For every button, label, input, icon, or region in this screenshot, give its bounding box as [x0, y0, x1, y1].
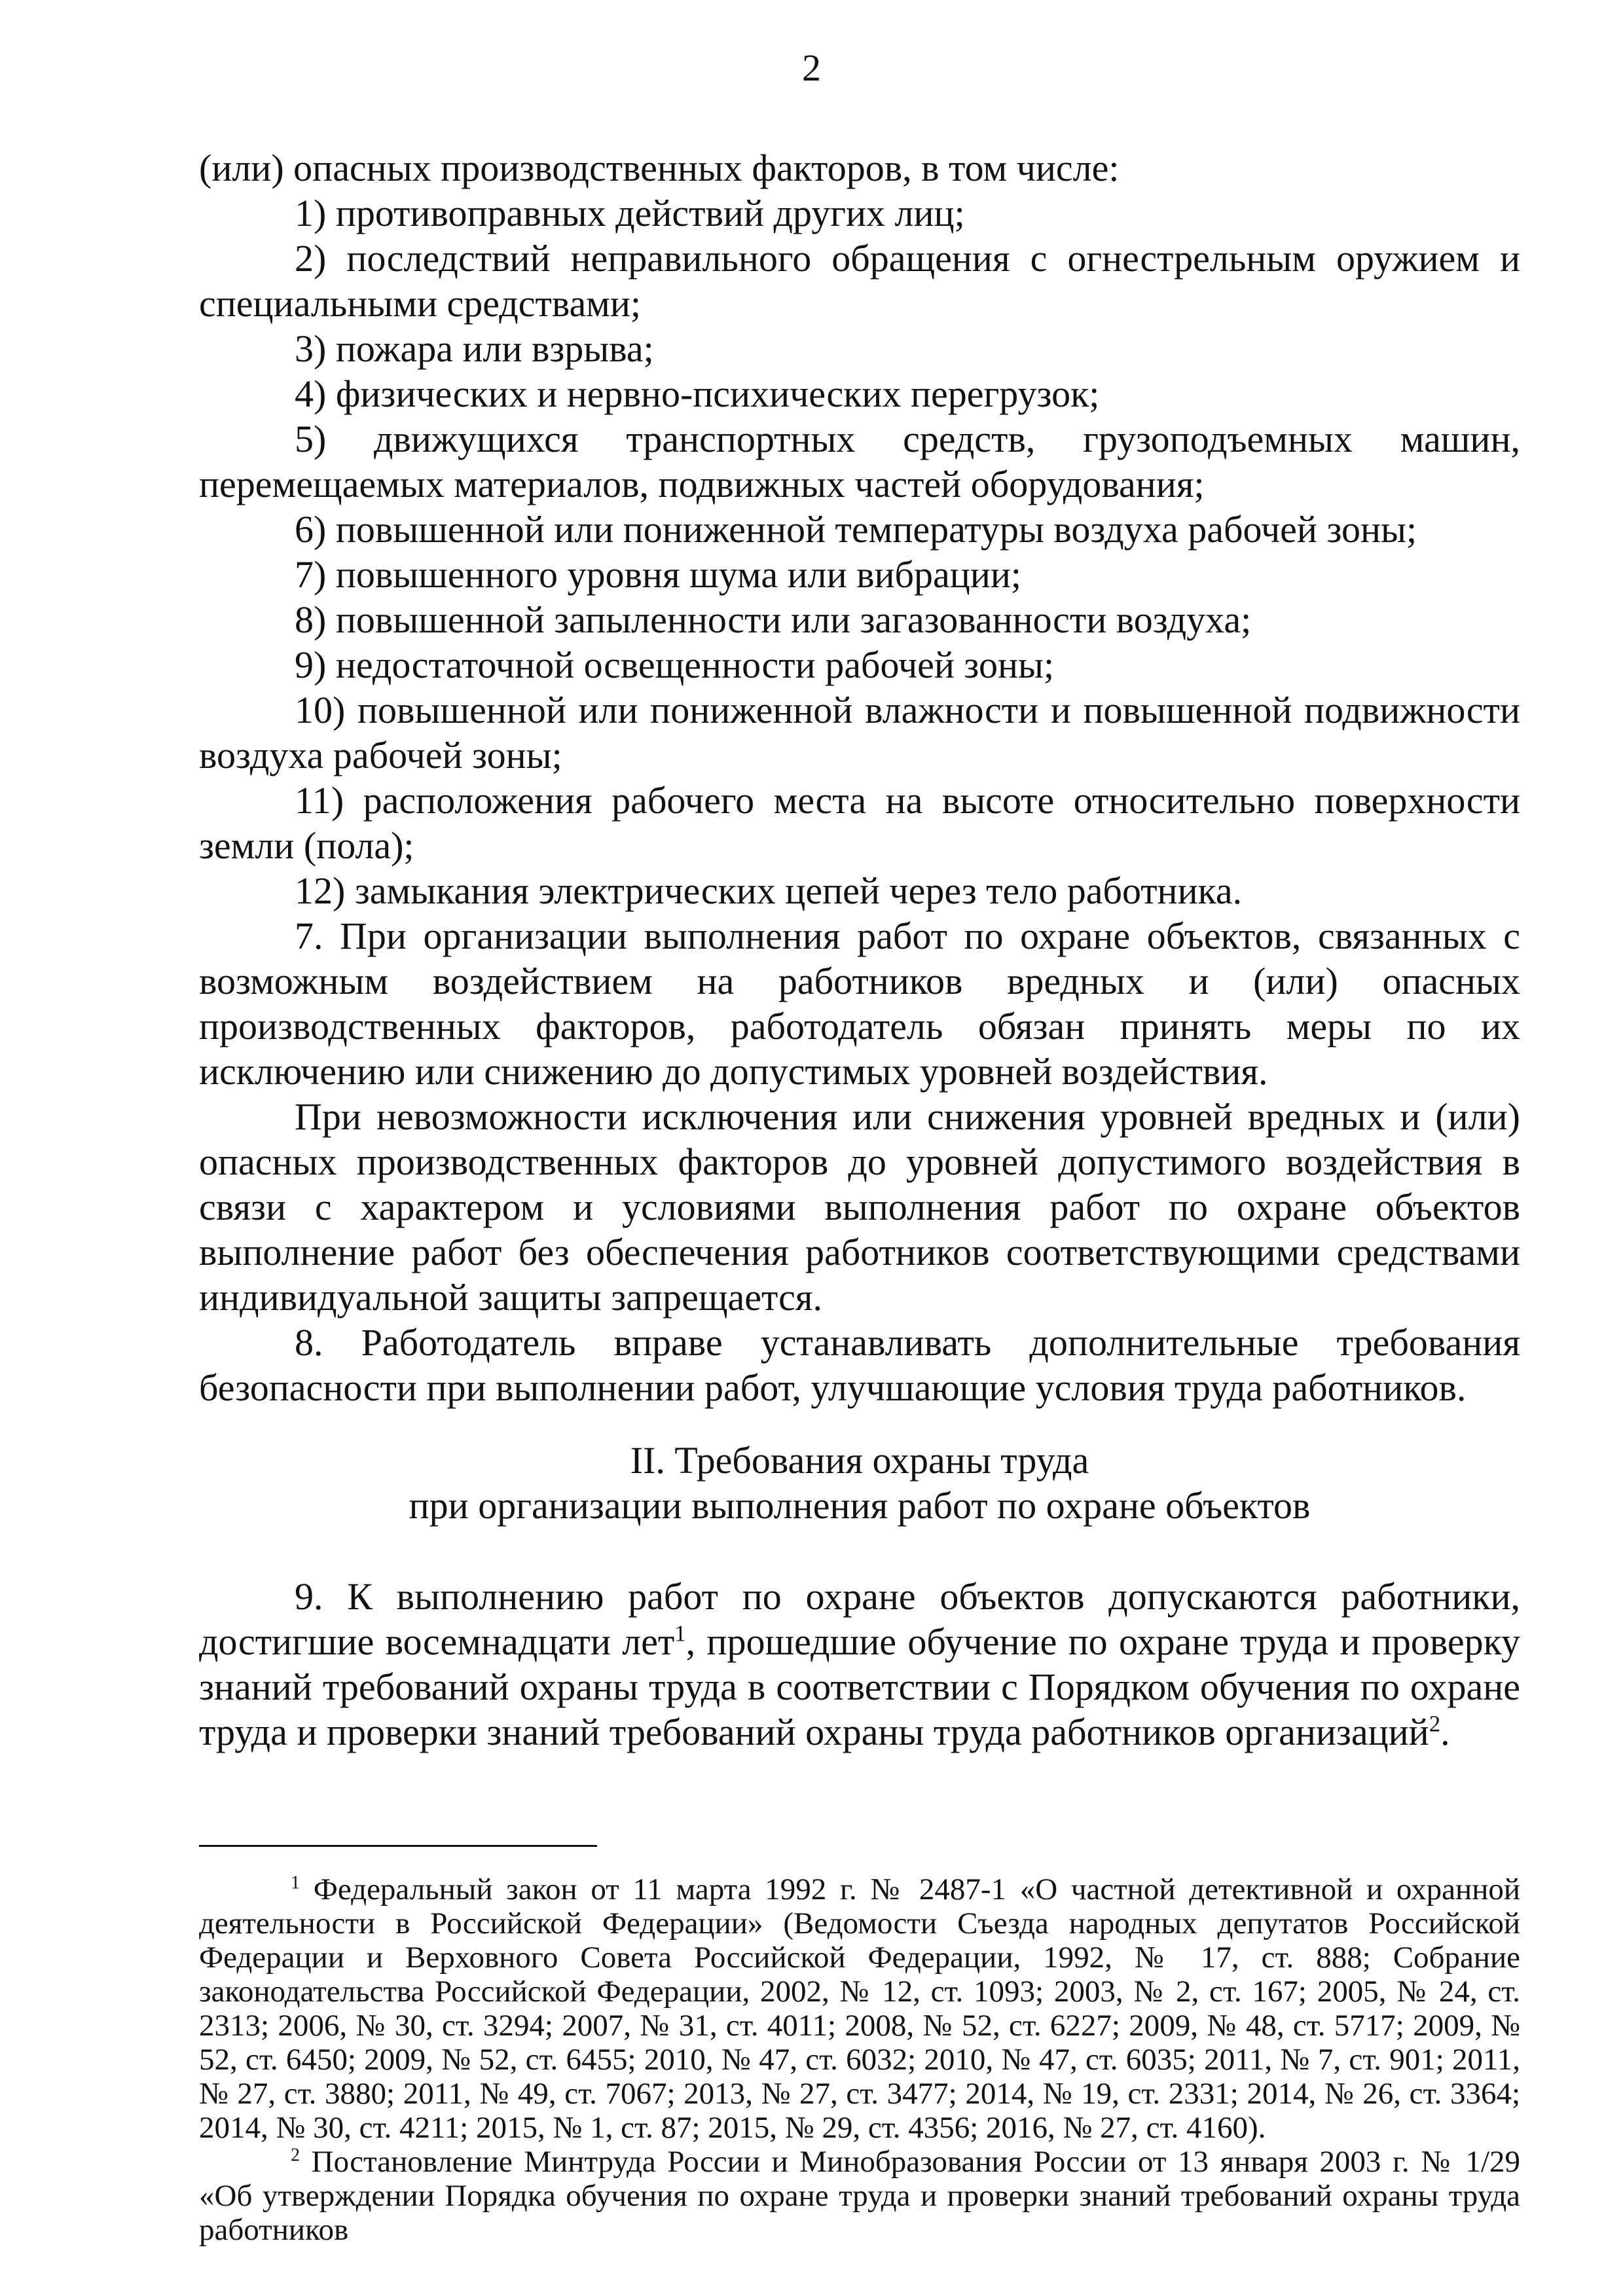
list-item: 1) противоправных действий других лиц; — [295, 192, 965, 234]
list-item: 6) повышенной или пониженной температуры воздуха рабочей зоны; — [295, 508, 1417, 551]
footnote-ref-1: 1 — [674, 1620, 686, 1647]
p9-text: 9. К выполнению работ по охране объектов допускаются работники, достигшие восемнадцати лет — [199, 1575, 1520, 1663]
page-number: 2 — [802, 46, 821, 89]
list-item: 10) повышенной или пониженной влажности и повышенной подвижности воздуха рабочей зоны; — [199, 689, 1520, 776]
paragraph-9 — [199, 1574, 1520, 1755]
section-heading — [199, 1438, 1520, 1528]
paragraph-9-block — [199, 1574, 1520, 1755]
paragraph-7: 7. При организации выполнения работ по охране объектов, связанных с возможным воздействием на работников вредных и (или) опасных производственных факторов, работодатель обязан принять меры по их исключению или снижению до допустимых уровней воздействия. — [199, 915, 1520, 1093]
footnote-text: Федеральный закон от 11 марта 1992 г. № 2487-1 «О частной детективной и охранной деятельности в Российской Федерации» (Ведомости Съезда народных депутатов Российской Федерации и Верховного Совета Российской Федерации, 1992, № 17, ст. 888; Собрание законодательства Российской Федерации, 2002, № 12, ст. 1093; 2003, № 2, ст. 167; 2005, № 24, ст. 2313; 2006, № 30, ст. 3294; 2007, № 31, ст. 4011; 2008, № 52, ст. 6227; 2009, № 48, ст. 5717; 2009, № 52, ст. 6450; 2009, № 52, ст. 6455; 2010, № 47, ст. 6032; 2010, № 47, ст. 6035; 2011, № 7, ст. 901; 2011, № 27, ст. 3880; 2011, № 49, ст. 7067; 2013, № 27, ст. 3477; 2014, № 19, ст. 2331; 2014, № 26, ст. 3364; 2014, № 30, ст. 4211; 2015, № 1, ст. 87; 2015, № 29, ст. 4356; 2016, № 27, ст. 4160). — [199, 1872, 1520, 2145]
list-item: 11) расположения рабочего места на высоте относительно поверхности земли (пола); — [199, 779, 1520, 867]
footnote-2 — [199, 2145, 1520, 2247]
footnote-mark: 1 — [291, 1872, 301, 1893]
p9-text: . — [1440, 1711, 1450, 1753]
footnote-ref-2: 2 — [1429, 1711, 1441, 1737]
section-subtitle: при организации выполнения работ по охране объектов — [409, 1484, 1311, 1527]
intro-line: (или) опасных производственных факторов, в том числе: — [199, 147, 1120, 189]
list-item: 9) недостаточной освещенности рабочей зоны; — [295, 644, 1055, 686]
footnotes — [199, 1872, 1520, 2247]
paragraph-8: 8. Работодатель вправе устанавливать дополнительные требования безопасности при выполнении работ, улучшающие условия труда работников. — [199, 1321, 1520, 1409]
list-item: 7) повышенного уровня шума или вибрации; — [295, 553, 1022, 596]
list-item: 3) пожара или взрыва; — [295, 327, 654, 370]
p9-text: , прошедшие обучение по охране труда и проверку знаний требований охраны труда в соответствии с Порядком обучения по охране труда и проверки знаний требований охраны труда работников организаций — [199, 1620, 1521, 1753]
list-item: 4) физических и нервно-психических перегрузок; — [295, 373, 1100, 415]
body-text — [199, 145, 1520, 1410]
footnote-mark: 2 — [291, 2145, 301, 2166]
section-title: II. Требования охраны труда — [630, 1439, 1089, 1482]
paragraph-7b: При невозможности исключения или снижения уровней вредных и (или) опасных производственных факторов до уровней допустимого воздействия в связи с характером и условиями выполнения работ по охране объектов выполнение работ без обеспечения работников соответствующими средствами индивидуальной защиты запрещается. — [199, 1095, 1520, 1319]
list-item: 5) движущихся транспортных средств, грузоподъемных машин, перемещаемых материалов, подвижных частей оборудования; — [199, 418, 1520, 505]
footnote-text: Постановление Минтруда России и Минобразования России от 13 января 2003 г. № 1/29 «Об утверждении Порядка обучения по охране труда и проверки знаний требований охраны труда работников — [199, 2145, 1520, 2247]
list-item: 8) повышенной запыленности или загазованности воздуха; — [295, 598, 1252, 641]
list-item: 2) последствий неправильного обращения с огнестрельным оружием и специальными средствами; — [199, 237, 1520, 325]
footnote-1 — [199, 1872, 1520, 2145]
footnote-divider — [199, 1845, 597, 1847]
list-item: 12) замыкания электрических цепей через тело работника. — [295, 869, 1243, 912]
